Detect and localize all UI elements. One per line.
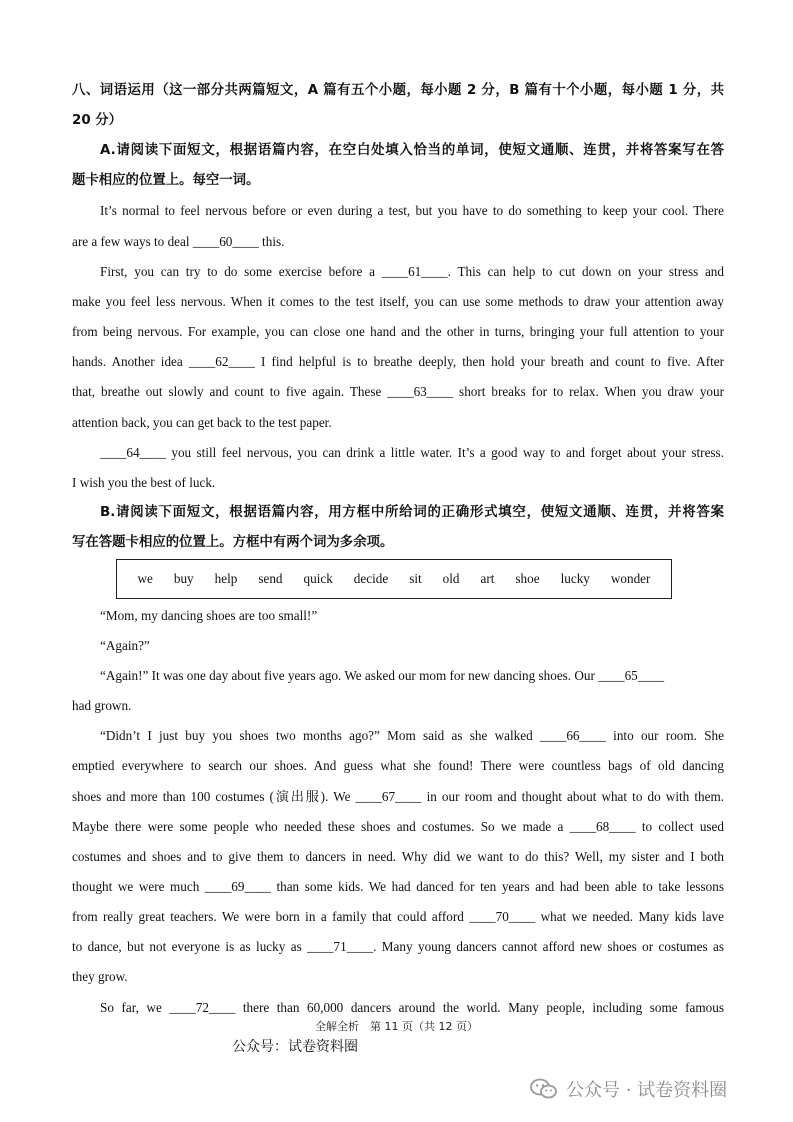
part-b-instruction-2: 写在答题卡相应的位置上。方框中有两个词为多余项。 xyxy=(72,535,394,550)
part-b-line: to dance, but not everyone is as lucky as ____71____. Many young dancers cannot afford new shoes or costumes as xyxy=(72,939,724,954)
word-box-item: old xyxy=(442,571,460,586)
part-a-line: hands. Another idea ____62____ I find helpful is to breathe deeply, then hold your breath and count to five. After xyxy=(72,354,724,369)
word-box xyxy=(116,559,672,599)
part-a-line: that, breathe out slowly and count to five again. These ____63____ short breaks for to relax. When you draw your xyxy=(72,384,724,399)
part-b-line: So far, we ____72____ there than 60,000 dancers around the world. Many people, including some famous xyxy=(100,1000,724,1015)
word-box-item: help xyxy=(214,571,238,586)
part-a-line: I wish you the best of luck. xyxy=(72,475,216,490)
part-b-line: from really great teachers. We were born in a family that could afford ____70____ what we needed. Many kids lave xyxy=(72,909,724,924)
part-a-line: ____64____ you still feel nervous, you can drink a little water. It’s a good way to and forget about your stress. xyxy=(100,445,724,460)
part-b-line: they grow. xyxy=(72,969,128,984)
part-a-line: First, you can try to do some exercise before a ____61____. This can help to cut down on your stress and xyxy=(100,264,724,279)
word-box-item: decide xyxy=(353,571,389,586)
word-box-item: buy xyxy=(173,571,194,586)
part-a-instruction-2: 题卡相应的位置上。每空一词。 xyxy=(72,173,260,188)
part-b-instruction-1: B.请阅读下面短文，根据语篇内容，用方框中所给词的正确形式填空，使短文通顺、连贯，并将答案 xyxy=(100,505,724,520)
part-a-line: It’s normal to feel nervous before or even during a test, but you have to do something to keep your cool. There xyxy=(100,203,724,218)
account-label: 公众号：试卷资料圈 xyxy=(232,1039,358,1055)
part-b-line: shoes and more than 100 costumes (演出服). We ____67____ in our room and thought about what to do with them. xyxy=(72,789,724,804)
part-a-instruction-1: A.请阅读下面短文，根据语篇内容，在空白处填入恰当的单词，使短文通顺、连贯，并将答案写在答 xyxy=(100,143,724,158)
part-b-line: “Mom, my dancing shoes are too small!” xyxy=(100,608,318,623)
section-title-line-2: 20 分） xyxy=(72,113,123,128)
part-b-line: had grown. xyxy=(72,698,132,713)
watermark-text: 公众号 · 试卷资料圈 xyxy=(566,1080,728,1101)
part-b-line: Maybe there were some people who needed these shoes and costumes. So we made a ____68____ to collect used xyxy=(72,819,724,834)
word-box-item: send xyxy=(258,571,283,586)
part-a-line: attention back, you can get back to the test paper. xyxy=(72,415,332,430)
part-b-line: “Again!” It was one day about five years ago. We asked our mom for new dancing shoes. Our ____65____ xyxy=(100,668,665,683)
part-a-line: make you feel less nervous. When it comes to the test itself, you can use some methods to draw your attention away xyxy=(72,294,724,309)
word-box-item: shoe xyxy=(515,571,540,586)
part-b-line: costumes and shoes and to give them to dancers in need. Why did we want to do this? Well, my sister and I both xyxy=(72,849,724,864)
page-footer: 全解全析 第 11 页（共 12 页） xyxy=(315,1020,478,1033)
part-a-line: from being nervous. For example, you can close one hand and the other in turns, bringing your full attention to your xyxy=(72,324,724,339)
watermark xyxy=(530,1076,727,1102)
section-title-line-1: 八、词语运用（这一部分共两篇短文，A 篇有五个小题，每小题 2 分，B 篇有十个小题，每小题 1 分，共 xyxy=(72,83,724,98)
word-box-item: art xyxy=(480,571,495,586)
part-b-line: “Didn’t I just buy you shoes two months ago?” Mom said as she walked ____66____ into our room. She xyxy=(100,728,724,743)
part-b-line: emptied everywhere to search our shoes. And guess what she found! There were countless bags of old dancing xyxy=(72,758,724,773)
wechat-icon xyxy=(530,1078,558,1100)
word-box-item: lucky xyxy=(560,571,590,586)
part-b-line: “Again?” xyxy=(100,638,150,653)
word-box-item: wonder xyxy=(610,571,651,586)
part-a-line: are a few ways to deal ____60____ this. xyxy=(72,234,285,249)
word-box-item: sit xyxy=(409,571,422,586)
word-box-item: quick xyxy=(303,571,333,586)
part-b-line: thought we were much ____69____ than some kids. We had danced for ten years and had been able to take lessons xyxy=(72,879,724,894)
word-box-item: we xyxy=(137,571,153,586)
